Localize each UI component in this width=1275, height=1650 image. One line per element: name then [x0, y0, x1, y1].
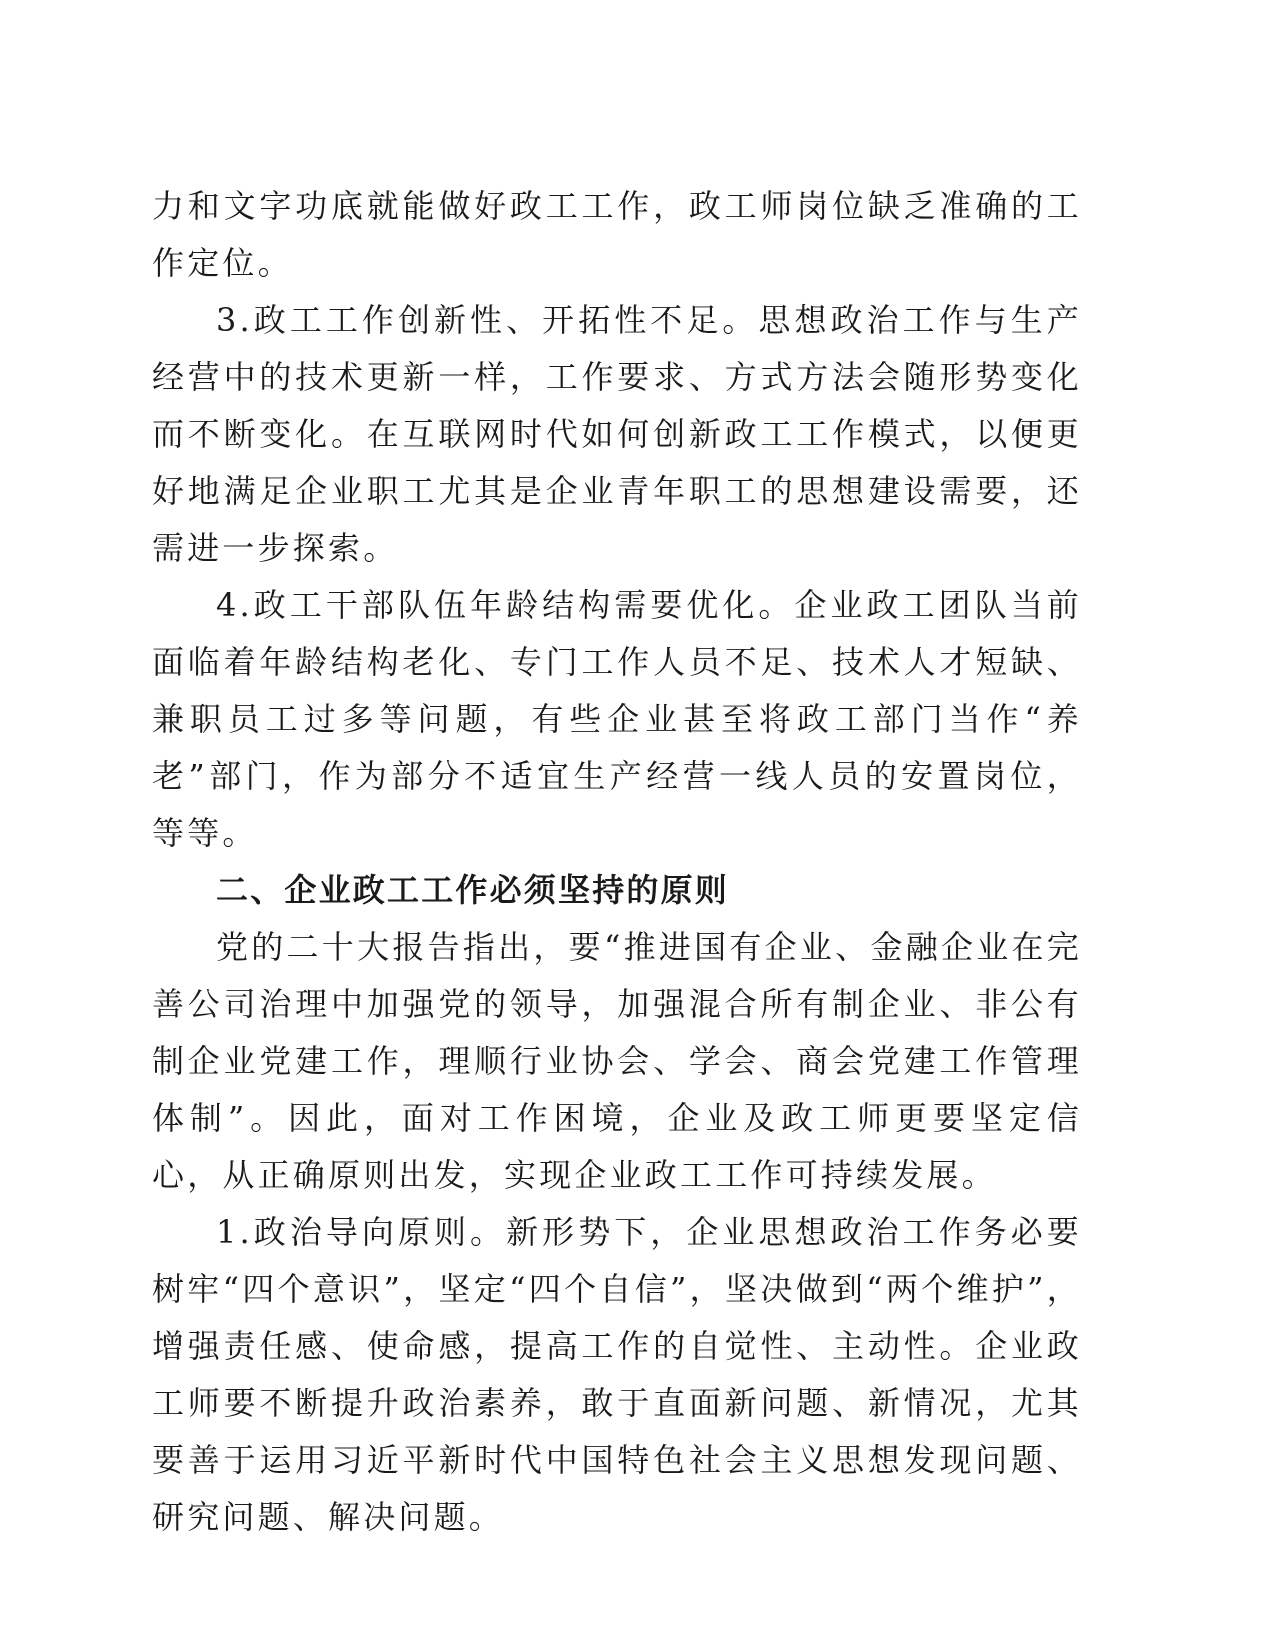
- paragraph-innovation-shortfall: 3.政工工作创新性、开拓性不足。思想政治工作与生产经营中的技术更新一样，工作要求、方式方法会随形势变化而不断变化。在互联网时代如何创新政工工作模式，以便更好地满足企业职工尤其是企业青年职工的思想建设需要，还需进一步探索。: [152, 301, 1082, 567]
- paragraph-party-report: 党的二十大报告指出，要“推进国有企业、金融企业在完善公司治理中加强党的领导，加强混合所有制企业、非公有制企业党建工作，理顺行业协会、学会、商会党建工作管理体制”。因此，面对工作困境，企业及政工师更要坚定信心，从正确原则出发，实现企业政工工作可持续发展。: [152, 928, 1082, 1194]
- paragraph-age-structure: 4.政工干部队伍年龄结构需要优化。企业政工团队当前面临着年龄结构老化、专门工作人员不足、技术人才短缺、兼职员工过多等问题，有些企业甚至将政工部门当作“养老”部门，作为部分不适宜生产经营一线人员的安置岗位，等等。: [152, 586, 1082, 852]
- section-heading-principles: 二、企业政工工作必须坚持的原则: [216, 871, 730, 909]
- paragraph-continuation: 力和文字功底就能做好政工工作，政工师岗位缺乏准确的工作定位。: [152, 187, 1082, 282]
- paragraph-political-orientation: 1.政治导向原则。新形势下，企业思想政治工作务必要树牢“四个意识”，坚定“四个自信”，坚决做到“两个维护”，增强责任感、使命感，提高工作的自觉性、主动性。企业政工师要不断提升政治素养，敢于直面新问题、新情况，尤其要善于运用习近平新时代中国特色社会主义思想发现问题、研究问题、解决问题。: [152, 1213, 1082, 1536]
- document-body: [152, 178, 1082, 1546]
